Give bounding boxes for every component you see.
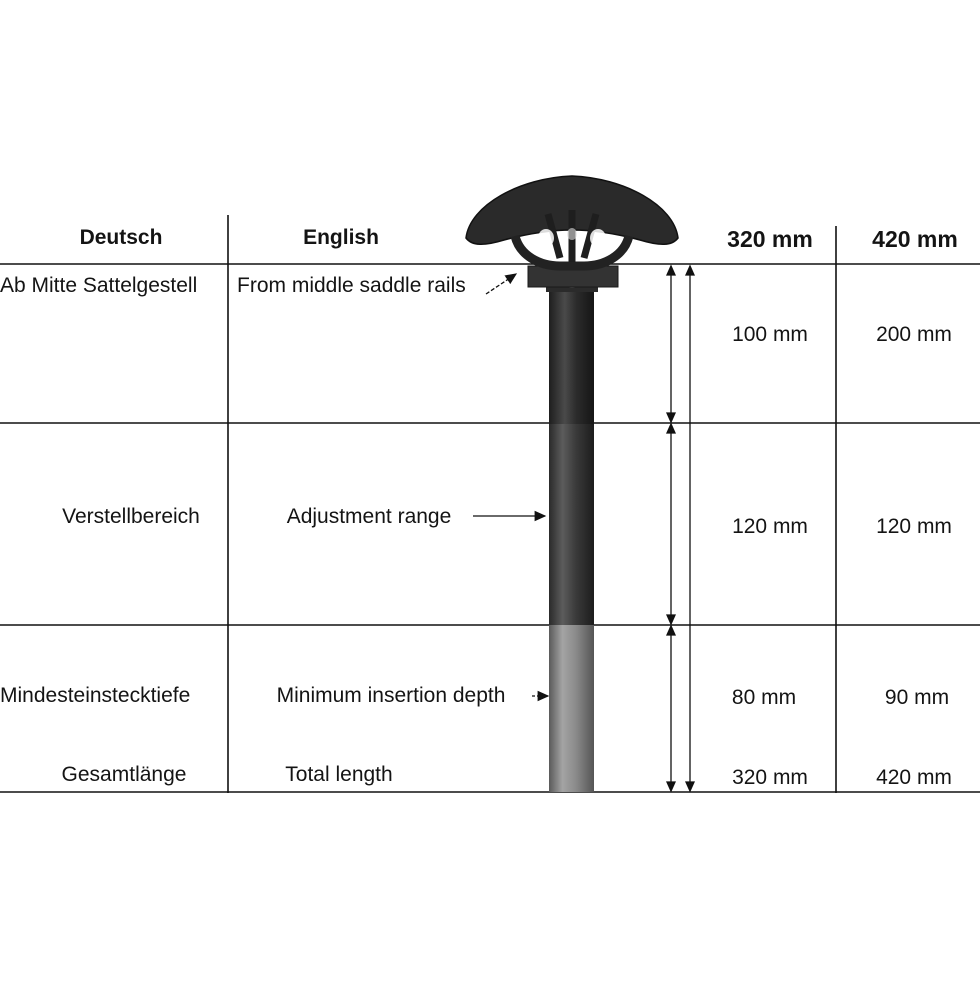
row1-size-420: 200 mm (876, 323, 952, 346)
row4-size-420: 420 mm (876, 766, 952, 789)
row4-english: Total length (285, 763, 393, 786)
row1-german: Ab Mitte Sattelgestell (0, 274, 198, 297)
header-size-420: 420 mm (872, 226, 958, 252)
header-english: English (303, 226, 379, 249)
row2-size-420: 120 mm (876, 515, 952, 538)
row4-german: Gesamtlänge (61, 763, 187, 786)
saddle-icon (466, 176, 678, 266)
arrow-saddle-rails (486, 274, 516, 294)
header-size-320: 320 mm (727, 226, 813, 252)
row2-german: Verstellbereich (62, 505, 200, 528)
row1-size-320: 100 mm (732, 323, 808, 346)
row3-size-420: 90 mm (884, 686, 950, 709)
row1-english: From middle saddle rails (237, 274, 466, 297)
row3-english: Minimum insertion depth (276, 684, 506, 707)
row3-size-320: 80 mm (731, 686, 797, 709)
row2-size-320: 120 mm (732, 515, 808, 538)
dimension-arrow-icon (667, 266, 694, 791)
seatpost-icon (528, 266, 618, 792)
row4-size-320: 320 mm (732, 766, 808, 789)
pointer-arrows (473, 274, 548, 696)
row3-german: Mindesteinstecktiefe (0, 684, 191, 707)
row2-english: Adjustment range (286, 505, 452, 528)
header-deutsch: Deutsch (79, 226, 163, 249)
